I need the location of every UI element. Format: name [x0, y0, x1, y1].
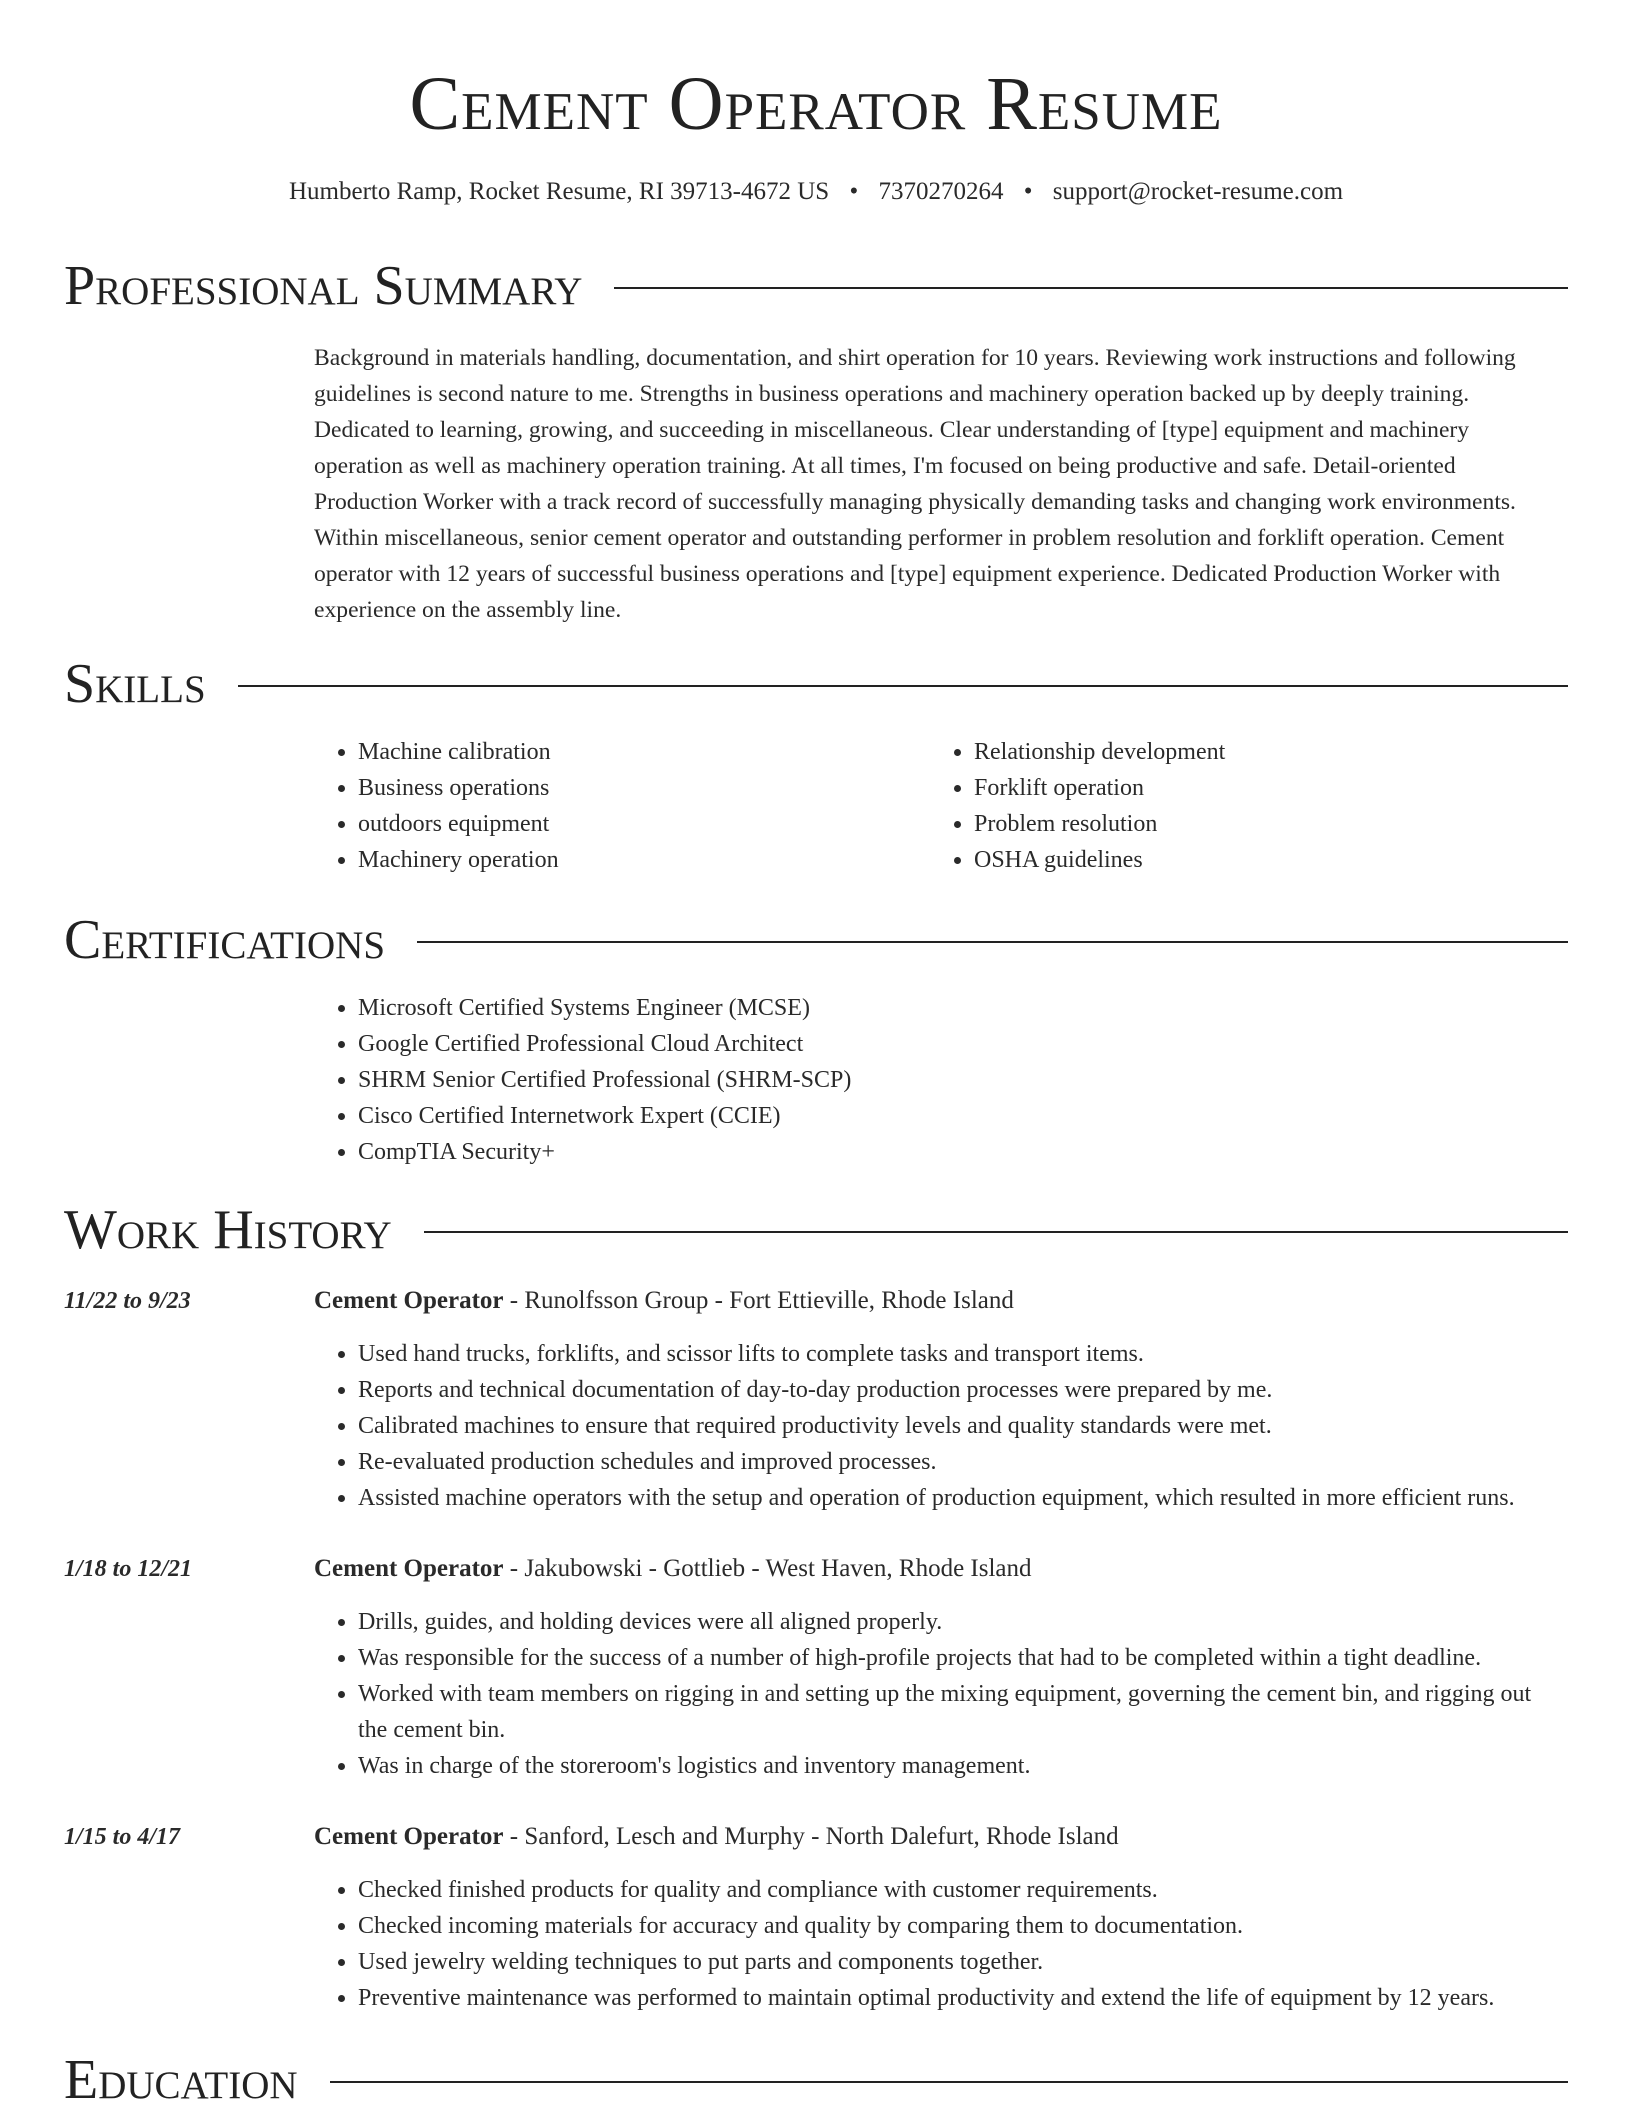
job-header	[314, 1552, 1032, 1586]
job-duty-item: • Used hand trucks, forklifts, and scissor lifts to complete tasks and transport items.	[358, 1336, 1594, 1372]
skills-heading: Skills	[64, 653, 206, 715]
job-duties	[314, 1604, 1564, 1784]
contact-email[interactable]: support@rocket-resume.com	[1052, 178, 1344, 205]
section-divider	[614, 287, 1568, 289]
skill-item: • Machine calibration	[358, 734, 914, 770]
certification-item: • Cisco Certified Internetwork Expert (CCIE)	[358, 1098, 1564, 1134]
education-section-heading	[64, 2048, 1568, 2112]
job-duties	[314, 1872, 1594, 2016]
job-duty-item: • Drills, guides, and holding devices were all aligned properly.	[358, 1604, 1564, 1640]
section-divider	[330, 2081, 1568, 2083]
skill-item: • Relationship development	[974, 734, 1570, 770]
certifications-heading: Certifications	[64, 909, 386, 971]
certifications-section-heading	[64, 908, 1568, 972]
summary-section-heading	[64, 254, 1568, 318]
skill-item: • Forklift operation	[974, 770, 1570, 806]
job-duty-item: • Was responsible for the success of a number of high-profile projects that had to be completed within a tight deadline.	[358, 1640, 1564, 1676]
section-divider	[238, 685, 1568, 687]
job-duty-item: • Calibrated machines to ensure that required productivity levels and quality standards were met.	[358, 1408, 1594, 1444]
contact-separator: •	[849, 178, 859, 205]
skills-section-heading	[64, 652, 1568, 716]
job-dates: 1/18 to 12/21	[64, 1556, 193, 1582]
skills-column-left	[314, 734, 914, 878]
skill-item: • Business operations	[358, 770, 914, 806]
job-duty-item: • Preventive maintenance was performed to maintain optimal productivity and extend the life of equipment by 12 years.	[358, 1980, 1594, 2016]
work-heading: Work History	[64, 1199, 392, 1261]
contact-line	[0, 176, 1632, 208]
skill-item: • outdoors equipment	[358, 806, 914, 842]
job-details: - Jakubowski - Gottlieb - West Haven, Rhode Island	[503, 1555, 1032, 1582]
contact-address: Humberto Ramp, Rocket Resume, RI 39713-4672 US	[288, 178, 830, 205]
job-duty-item: • Was in charge of the storeroom's logistics and inventory management.	[358, 1748, 1564, 1784]
contact-phone: 7370270264	[878, 178, 1004, 205]
certifications-list	[314, 990, 1564, 1170]
job-duty-item: • Checked finished products for quality and compliance with customer requirements.	[358, 1872, 1594, 1908]
contact-separator: •	[1023, 178, 1033, 205]
certification-item: • SHRM Senior Certified Professional (SHRM-SCP)	[358, 1062, 1564, 1098]
job-duty-item: • Worked with team members on rigging in and setting up the mixing equipment, governing the cement bin, and rigging out the cement bin.	[358, 1676, 1564, 1748]
section-divider	[424, 1231, 1568, 1233]
job-header	[314, 1820, 1119, 1854]
skill-item: • OSHA guidelines	[974, 842, 1570, 878]
skills-list-right	[930, 734, 1570, 878]
job-title: Cement Operator	[314, 1287, 504, 1314]
resume-title: Cement Operator Resume	[409, 62, 1223, 146]
job-duty-item: • Re-evaluated production schedules and improved processes.	[358, 1444, 1594, 1480]
job-dates: 11/22 to 9/23	[64, 1288, 191, 1314]
education-heading: Education	[64, 2049, 298, 2111]
skill-item: • Machinery operation	[358, 842, 914, 878]
section-divider	[417, 941, 1568, 943]
job-duties	[314, 1336, 1594, 1516]
work-section-heading	[64, 1198, 1568, 1262]
job-duty-item: • Checked incoming materials for accuracy and quality by comparing them to documentation.	[358, 1908, 1594, 1944]
job-title: Cement Operator	[314, 1823, 504, 1850]
summary-heading: Professional Summary	[64, 255, 583, 317]
job-duty-item: • Reports and technical documentation of day-to-day production processes were prepared by me.	[358, 1372, 1594, 1408]
job-duty-item: • Assisted machine operators with the setup and operation of production equipment, which resulted in more efficient runs.	[358, 1480, 1594, 1516]
job-details: - Sanford, Lesch and Murphy - North Dalefurt, Rhode Island	[503, 1823, 1119, 1850]
skill-item: • Problem resolution	[974, 806, 1570, 842]
certification-item: • Google Certified Professional Cloud Architect	[358, 1026, 1564, 1062]
certification-item: • Microsoft Certified Systems Engineer (MCSE)	[358, 990, 1564, 1026]
job-dates: 1/15 to 4/17	[64, 1824, 181, 1850]
skills-column-right	[930, 734, 1570, 878]
job-details: - Runolfsson Group - Fort Ettieville, Rhode Island	[503, 1287, 1014, 1314]
job-header	[314, 1284, 1014, 1318]
job-title: Cement Operator	[314, 1555, 504, 1582]
certification-item: • CompTIA Security+	[358, 1134, 1564, 1170]
skills-list-left	[314, 734, 914, 878]
summary-text: Background in materials handling, documentation, and shirt operation for 10 years. Reviewing work instructions and following guidelines is second nature to me. Strengths in business operations and machinery operation backed up by deeply training. Dedicated to learning, growing, and succeeding in miscellaneous. Clear understanding of [type] equipment and machinery operation as well as machinery operation training. At all times, I'm focused on being productive and safe. Detail-oriented Production Worker with a track record of successfully managing physically demanding tasks and changing work environments. Within miscellaneous, senior cement operator and outstanding performer in problem resolution and forklift operation. Cement operator with 12 years of successful business operations and [type] equipment experience. Dedicated Production Worker with experience on the assembly line.	[314, 345, 1516, 623]
job-duty-item: • Used jewelry welding techniques to put parts and components together.	[358, 1944, 1594, 1980]
